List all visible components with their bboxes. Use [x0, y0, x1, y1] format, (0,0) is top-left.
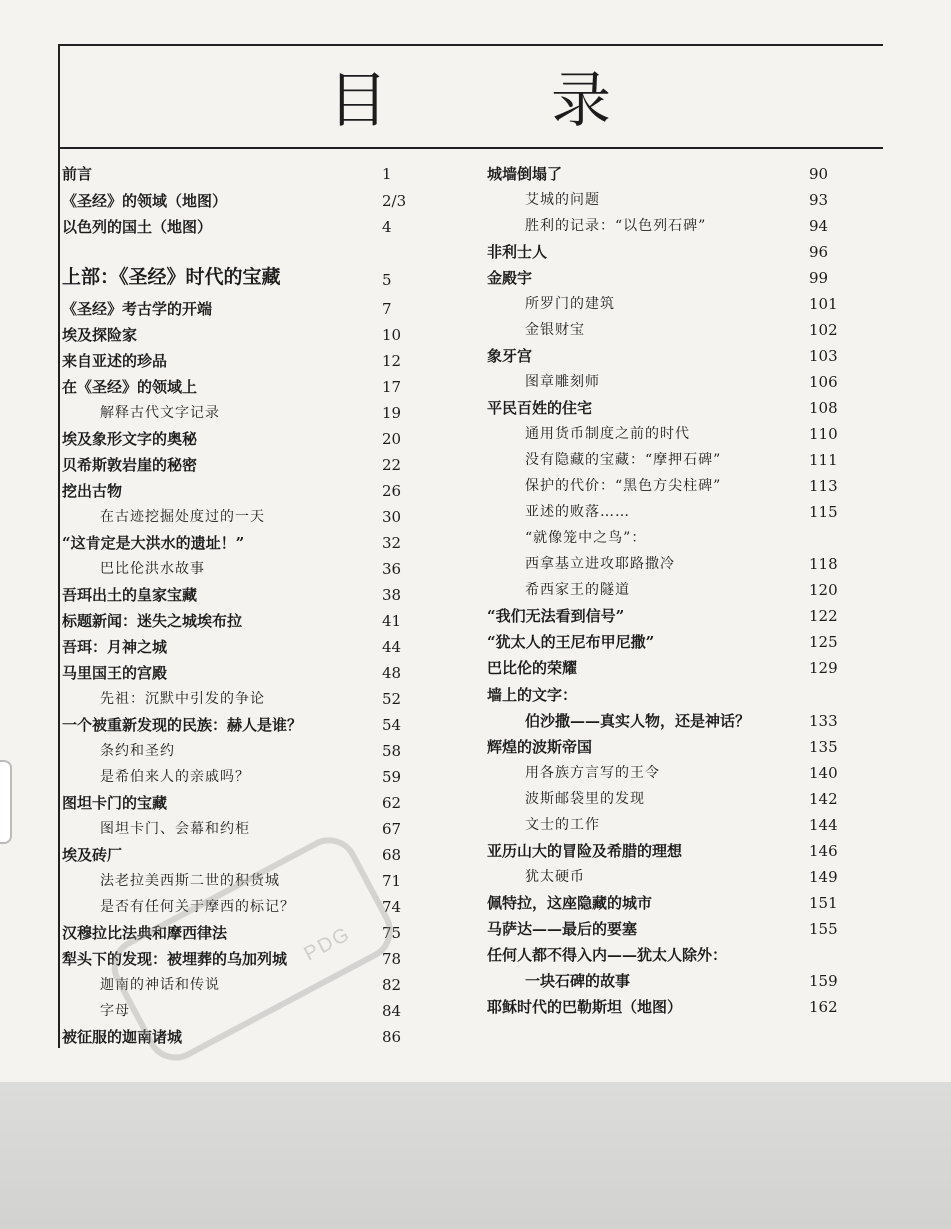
toc-entry-page: 111	[809, 451, 838, 469]
page-title: 目 录	[327, 66, 684, 136]
toc-entry-page: 113	[809, 477, 838, 495]
toc-entry-title: 佩特拉，这座隐藏的城市	[487, 894, 653, 912]
toc-entry-title: 墙上的文字：	[487, 686, 578, 704]
toc-entry-title: 巴比伦的荣耀	[487, 659, 578, 677]
toc-entry-title: 通用货币制度之前的时代	[525, 426, 690, 442]
toc-entry-title: 亚述的败落……	[525, 504, 630, 520]
toc-entry-page: 118	[809, 555, 838, 573]
toc-entry-page: 142	[809, 790, 838, 808]
toc-entry-title: 法老拉美西斯二世的积货城	[100, 873, 280, 889]
toc-entry-page: 101	[809, 295, 838, 313]
toc-entry-title: 《圣经》考古学的开端	[62, 300, 213, 318]
toc-entry-title: 图坦卡门、会幕和约柜	[100, 821, 250, 837]
toc-entry-title: 上部：《圣经》时代的宝藏	[62, 266, 281, 288]
toc-entry-page: 151	[809, 894, 838, 912]
toc-entry-title: 城墙倒塌了	[487, 165, 563, 183]
toc-entry-title: 任何人都不得入内——犹太人除外：	[487, 946, 728, 964]
toc-entry-title: 在古迹挖掘处度过的一天	[100, 509, 265, 525]
toc-entry-title: 没有隐藏的宝藏：“摩押石碑”	[525, 452, 722, 468]
watermark-stamp-icon	[101, 827, 403, 1071]
toc-entry-title: 埃及探险家	[62, 326, 138, 344]
toc-entry-page: 110	[809, 425, 838, 443]
toc-entry-title: 金银财宝	[525, 322, 585, 338]
toc-entry-title: 文士的工作	[525, 817, 600, 833]
toc-entry-page: 159	[809, 972, 838, 990]
toc-entry-title: “这肯定是大洪水的遗址！”	[62, 534, 245, 552]
page-bottom-shade	[0, 1082, 951, 1229]
toc-entry-title: “我们无法看到信号”	[487, 607, 625, 625]
toc-entry-title: 在《圣经》的领域上	[62, 378, 198, 396]
toc-entry-page: 146	[809, 842, 838, 860]
toc-entry-page: 162	[809, 998, 838, 1016]
toc-entry-title: 象牙宫	[487, 347, 533, 365]
toc-entry-page: 102	[809, 321, 838, 339]
toc-entry-title: 一块石碑的故事	[525, 972, 631, 990]
toc-entry-title: 波斯邮袋里的发现	[525, 791, 645, 807]
toc-entry-page: 122	[809, 607, 838, 625]
toc-entry-page: 149	[809, 868, 838, 886]
toc-entry-title: 胜利的记录：“以色列石碑”	[525, 218, 707, 234]
toc-entry-page: 96	[809, 243, 829, 261]
toc-entry-page: 144	[809, 816, 838, 834]
toc-entry-title: 以色列的国土（地图）	[62, 218, 213, 236]
toc-entry-title: 马里国王的宫殿	[62, 664, 168, 682]
toc-entry-page: 155	[809, 920, 838, 938]
toc-entry-page: 94	[809, 217, 829, 235]
left-margin-rule	[58, 44, 60, 1048]
top-rule	[58, 44, 883, 46]
toc-entry-title: 汉穆拉比法典和摩西律法	[62, 924, 228, 942]
toc-entry-title: 埃及砖厂	[62, 846, 123, 864]
toc-entry-title: 非利士人	[487, 243, 548, 261]
toc-entry-title: 吾珥：月神之城	[62, 638, 168, 656]
toc-entry-title: 《圣经》的领域（地图）	[62, 192, 228, 210]
toc-entry-title: 平民百姓的住宅	[487, 399, 593, 417]
toc-entry-title: 贝希斯敦岩崖的秘密	[62, 456, 198, 474]
toc-entry-page: 135	[809, 738, 838, 756]
toc-entry-page: 93	[809, 191, 829, 209]
toc-entry-title: 用各族方言写的王令	[525, 765, 660, 781]
toc-entry-title: 巴比伦洪水故事	[100, 561, 205, 577]
toc-entry-title: 来自亚述的珍品	[62, 352, 168, 370]
toc-entry-title: 被征服的迦南诸城	[62, 1028, 183, 1046]
toc-entry-title: 条约和圣约	[100, 743, 175, 759]
toc-entry-title: 图坦卡门的宝藏	[62, 794, 168, 812]
title-underline-rule	[58, 147, 883, 149]
toc-entry-title: “就像笼中之鸟”：	[525, 530, 647, 546]
toc-entry-title: 保护的代价：“黑色方尖柱碑”	[525, 478, 722, 494]
toc-entry-title: 是希伯来人的亲戚吗？	[100, 769, 250, 785]
toc-entry-title: 犁头下的发现：被埋葬的乌加列城	[62, 950, 288, 968]
toc-entry-title: 图章雕刻师	[525, 374, 600, 390]
toc-entry-title: 西拿基立进攻耶路撒冷	[525, 556, 675, 572]
toc-entry-title: 耶稣时代的巴勒斯坦（地图）	[487, 998, 683, 1016]
toc-entry-page: 133	[809, 712, 838, 730]
toc-entry-title: “犹太人的王尼布甲尼撒”	[487, 633, 655, 651]
toc-entry-title: 解释古代文字记录	[100, 405, 220, 421]
binder-clip	[0, 760, 12, 844]
toc-entry-page: 125	[809, 633, 838, 651]
toc-entry-page: 90	[809, 165, 829, 183]
toc-entry-page: 108	[809, 399, 838, 417]
toc-entry-title: 字母	[100, 1003, 130, 1019]
toc-entry-title: 标题新闻：迷失之城埃布拉	[62, 612, 243, 630]
toc-entry-title: 希西家王的隧道	[525, 582, 630, 598]
toc-entry-title: 吾珥出土的皇家宝藏	[62, 586, 198, 604]
toc-entry-title: 是否有任何关于摩西的标记？	[100, 899, 295, 915]
toc-entry-page: 115	[809, 503, 838, 521]
toc-entry-page: 99	[809, 269, 829, 287]
toc-entry-title: 马萨达——最后的要塞	[487, 920, 638, 938]
toc-entry-page: 140	[809, 764, 838, 782]
toc-entry-page: 103	[809, 347, 838, 365]
toc-entry-title: 挖出古物	[62, 482, 123, 500]
toc-entry-title: 先祖：沉默中引发的争论	[100, 691, 265, 707]
toc-entry-page: 120	[809, 581, 838, 599]
watermark-seal	[101, 823, 419, 1087]
toc-entry-title: 迦南的神话和传说	[100, 977, 220, 993]
toc-entry-title: 伯沙撒——真实人物，还是神话？	[525, 712, 751, 730]
toc-entry-title: 辉煌的波斯帝国	[487, 738, 593, 756]
toc-entry-title: 犹太硬币	[525, 869, 585, 885]
toc-entry-title: 前言	[62, 165, 93, 183]
toc-entry-page: 106	[809, 373, 838, 391]
toc-entry-title: 艾城的问题	[525, 192, 600, 208]
toc-entry-title: 一个被重新发现的民族：赫人是谁？	[62, 716, 303, 734]
toc-entry-title: 亚历山大的冒险及希腊的理想	[487, 842, 683, 860]
toc-entry-title: 所罗门的建筑	[525, 296, 615, 312]
toc-entry-page: 129	[809, 659, 838, 677]
toc-entry-title: 金殿宇	[487, 269, 533, 287]
toc-entry-title: 埃及象形文字的奥秘	[62, 430, 198, 448]
watermark-text: PDG	[300, 922, 355, 966]
